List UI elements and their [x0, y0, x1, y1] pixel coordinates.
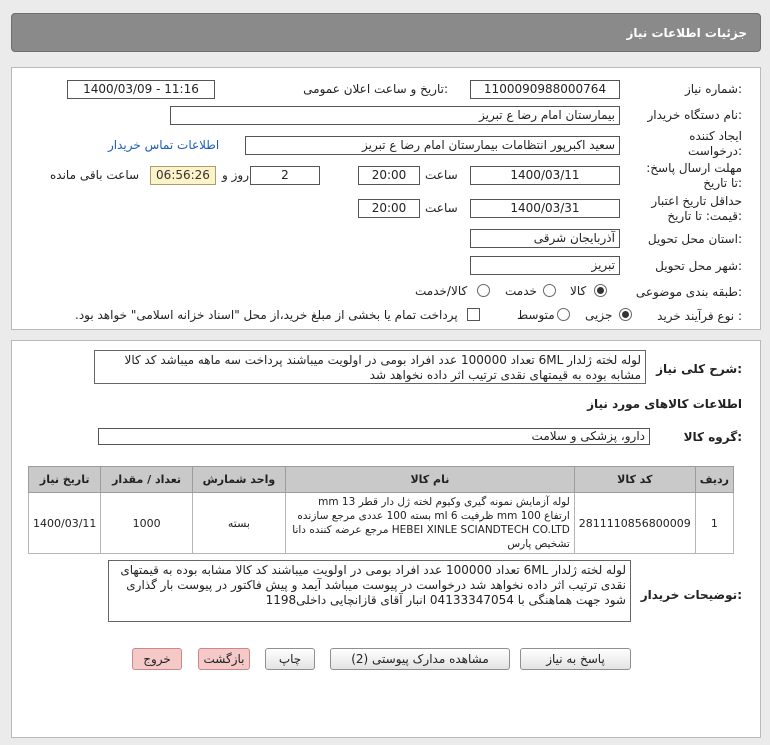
province-field: آذربایجان شرقی: [470, 229, 620, 248]
col-name: نام کالا: [286, 467, 575, 493]
validity-time-label: ساعت: [425, 201, 458, 215]
items-table: [28, 466, 734, 554]
cell-unit: بسته: [192, 493, 285, 554]
cell-date: 1400/03/11: [29, 493, 101, 554]
creator-label: ایجاد کننده درخواست:: [688, 129, 742, 158]
process-radio-medium[interactable]: [557, 308, 570, 321]
province-label: استان محل تحویل:: [647, 232, 742, 246]
city-label: شهر محل تحویل:: [655, 259, 742, 273]
goods-group-label: گروه کالا:: [683, 430, 742, 444]
creator-field: سعید اکبرپور انتظامات بیمارستان امام رضا ع تبریز: [245, 136, 620, 155]
city-field: تبریز: [470, 256, 620, 275]
process-label: نوع فرآیند خرید :: [657, 309, 742, 323]
back-button[interactable]: بازگشت: [198, 648, 250, 670]
category-option-goods-service: کالا/خدمت: [415, 284, 468, 298]
validity-label: حداقل تاریخ اعتبار قیمت: تا تاریخ:: [651, 194, 742, 223]
contact-info-link[interactable]: اطلاعات تماس خریدار: [108, 138, 220, 152]
category-radio-service[interactable]: [543, 284, 556, 297]
category-option-service: خدمت: [505, 284, 537, 298]
buyer-org-label: نام دستگاه خریدار:: [647, 108, 742, 122]
deadline-label: مهلت ارسال پاسخ: تا تاریخ:: [646, 161, 742, 190]
col-code: کد کالا: [574, 467, 695, 493]
payment-note: پرداخت تمام یا بخشی از مبلغ خرید،از محل "اسناد خزانه اسلامی" خواهد بود.: [75, 308, 458, 322]
category-label: طبقه بندی موضوعی:: [635, 285, 742, 299]
page-header: [11, 13, 761, 52]
category-radio-goods[interactable]: [594, 284, 607, 297]
treasury-checkbox[interactable]: [467, 308, 480, 321]
remaining-label: ساعت باقی مانده: [50, 168, 140, 182]
days-field: 2: [250, 166, 320, 185]
process-radio-minor[interactable]: [619, 308, 632, 321]
print-button[interactable]: چاپ: [265, 648, 315, 670]
deadline-time-field: 20:00: [358, 166, 420, 185]
exit-button[interactable]: خروج: [132, 648, 182, 670]
col-qty: تعداد / مقدار: [101, 467, 192, 493]
need-number-label: شماره نیاز:: [684, 82, 742, 96]
cell-row: 1: [695, 493, 733, 554]
category-radio-goods-service[interactable]: [477, 284, 490, 297]
table-header-row: [29, 467, 734, 493]
col-date: تاریخ نیاز: [29, 467, 101, 493]
summary-label: شرح کلی نیاز:: [656, 362, 742, 376]
days-label: روز و: [222, 168, 249, 182]
category-option-goods: کالا: [570, 284, 587, 298]
validity-time-field: 20:00: [358, 199, 420, 218]
buyer-org-field: بیمارستان امام رضا ع تبریز: [170, 106, 620, 125]
process-option-medium: متوسط: [517, 308, 555, 322]
goods-group-field: دارو، پزشکی و سلامت: [98, 428, 650, 445]
announce-label: تاریخ و ساعت اعلان عمومی:: [303, 82, 448, 96]
summary-textbox: لوله لخته ژلدار 6ML تعداد 100000 عدد افراد بومی در اولویت میباشند پرداخت سه ماهه میباشد کد کالا مشابه بوده به قیمتهای نقدی ترتیب اثر داده نخواهد شد: [94, 350, 646, 384]
goods-section-title: اطلاعات کالاهای مورد نیاز: [587, 397, 742, 411]
announce-field: 1400/03/09 - 11:16: [67, 80, 215, 99]
page-title: جزئیات اطلاعات نیاز: [626, 26, 747, 40]
deadline-time-label: ساعت: [425, 168, 458, 182]
cell-qty: 1000: [101, 493, 192, 554]
process-option-minor: جزیی: [585, 308, 613, 322]
validity-date-field: 1400/03/31: [470, 199, 620, 218]
need-number-field: 1100090988000764: [470, 80, 620, 99]
items-table-wrapper: [28, 466, 734, 554]
cell-code: 2811110856800009: [574, 493, 695, 554]
buyer-notes-label: توضیحات خریدار:: [640, 588, 742, 602]
table-row[interactable]: [29, 493, 734, 554]
deadline-date-field: 1400/03/11: [470, 166, 620, 185]
buyer-notes-textbox: لوله لخته ژلدار 6ML تعداد 100000 عدد افراد بومی در اولویت میباشند کد کالا مشابه بوده به قیمتهای نقدی ترتیب اثر داده نخواهد شد درخواست در پیوست میباشد آیمد و پیش فاکتور در پیوست بار گذاری شود جهت هماهنگی با 04133347054 انبار آقای قازانچایی داخلی1198: [108, 560, 631, 622]
col-unit: واحد شمارش: [192, 467, 285, 493]
view-attachments-button[interactable]: مشاهده مدارک پیوستی (2): [330, 648, 510, 670]
remaining-time-badge: 06:56:26: [150, 166, 216, 185]
cell-name: لوله آزمایش نمونه گیری وکیوم لخته ژل دار قطر mm 13 ارتفاع mm 100 ظرفیت ml 6 بسته 100 عددی مرجع سازنده HEBEI XINLE SCIANDTECH CO.LTD مرجع عرضه کننده دانا تشخیص پارس: [286, 493, 575, 554]
col-row: ردیف: [695, 467, 733, 493]
reply-button[interactable]: پاسخ به نیاز: [520, 648, 631, 670]
